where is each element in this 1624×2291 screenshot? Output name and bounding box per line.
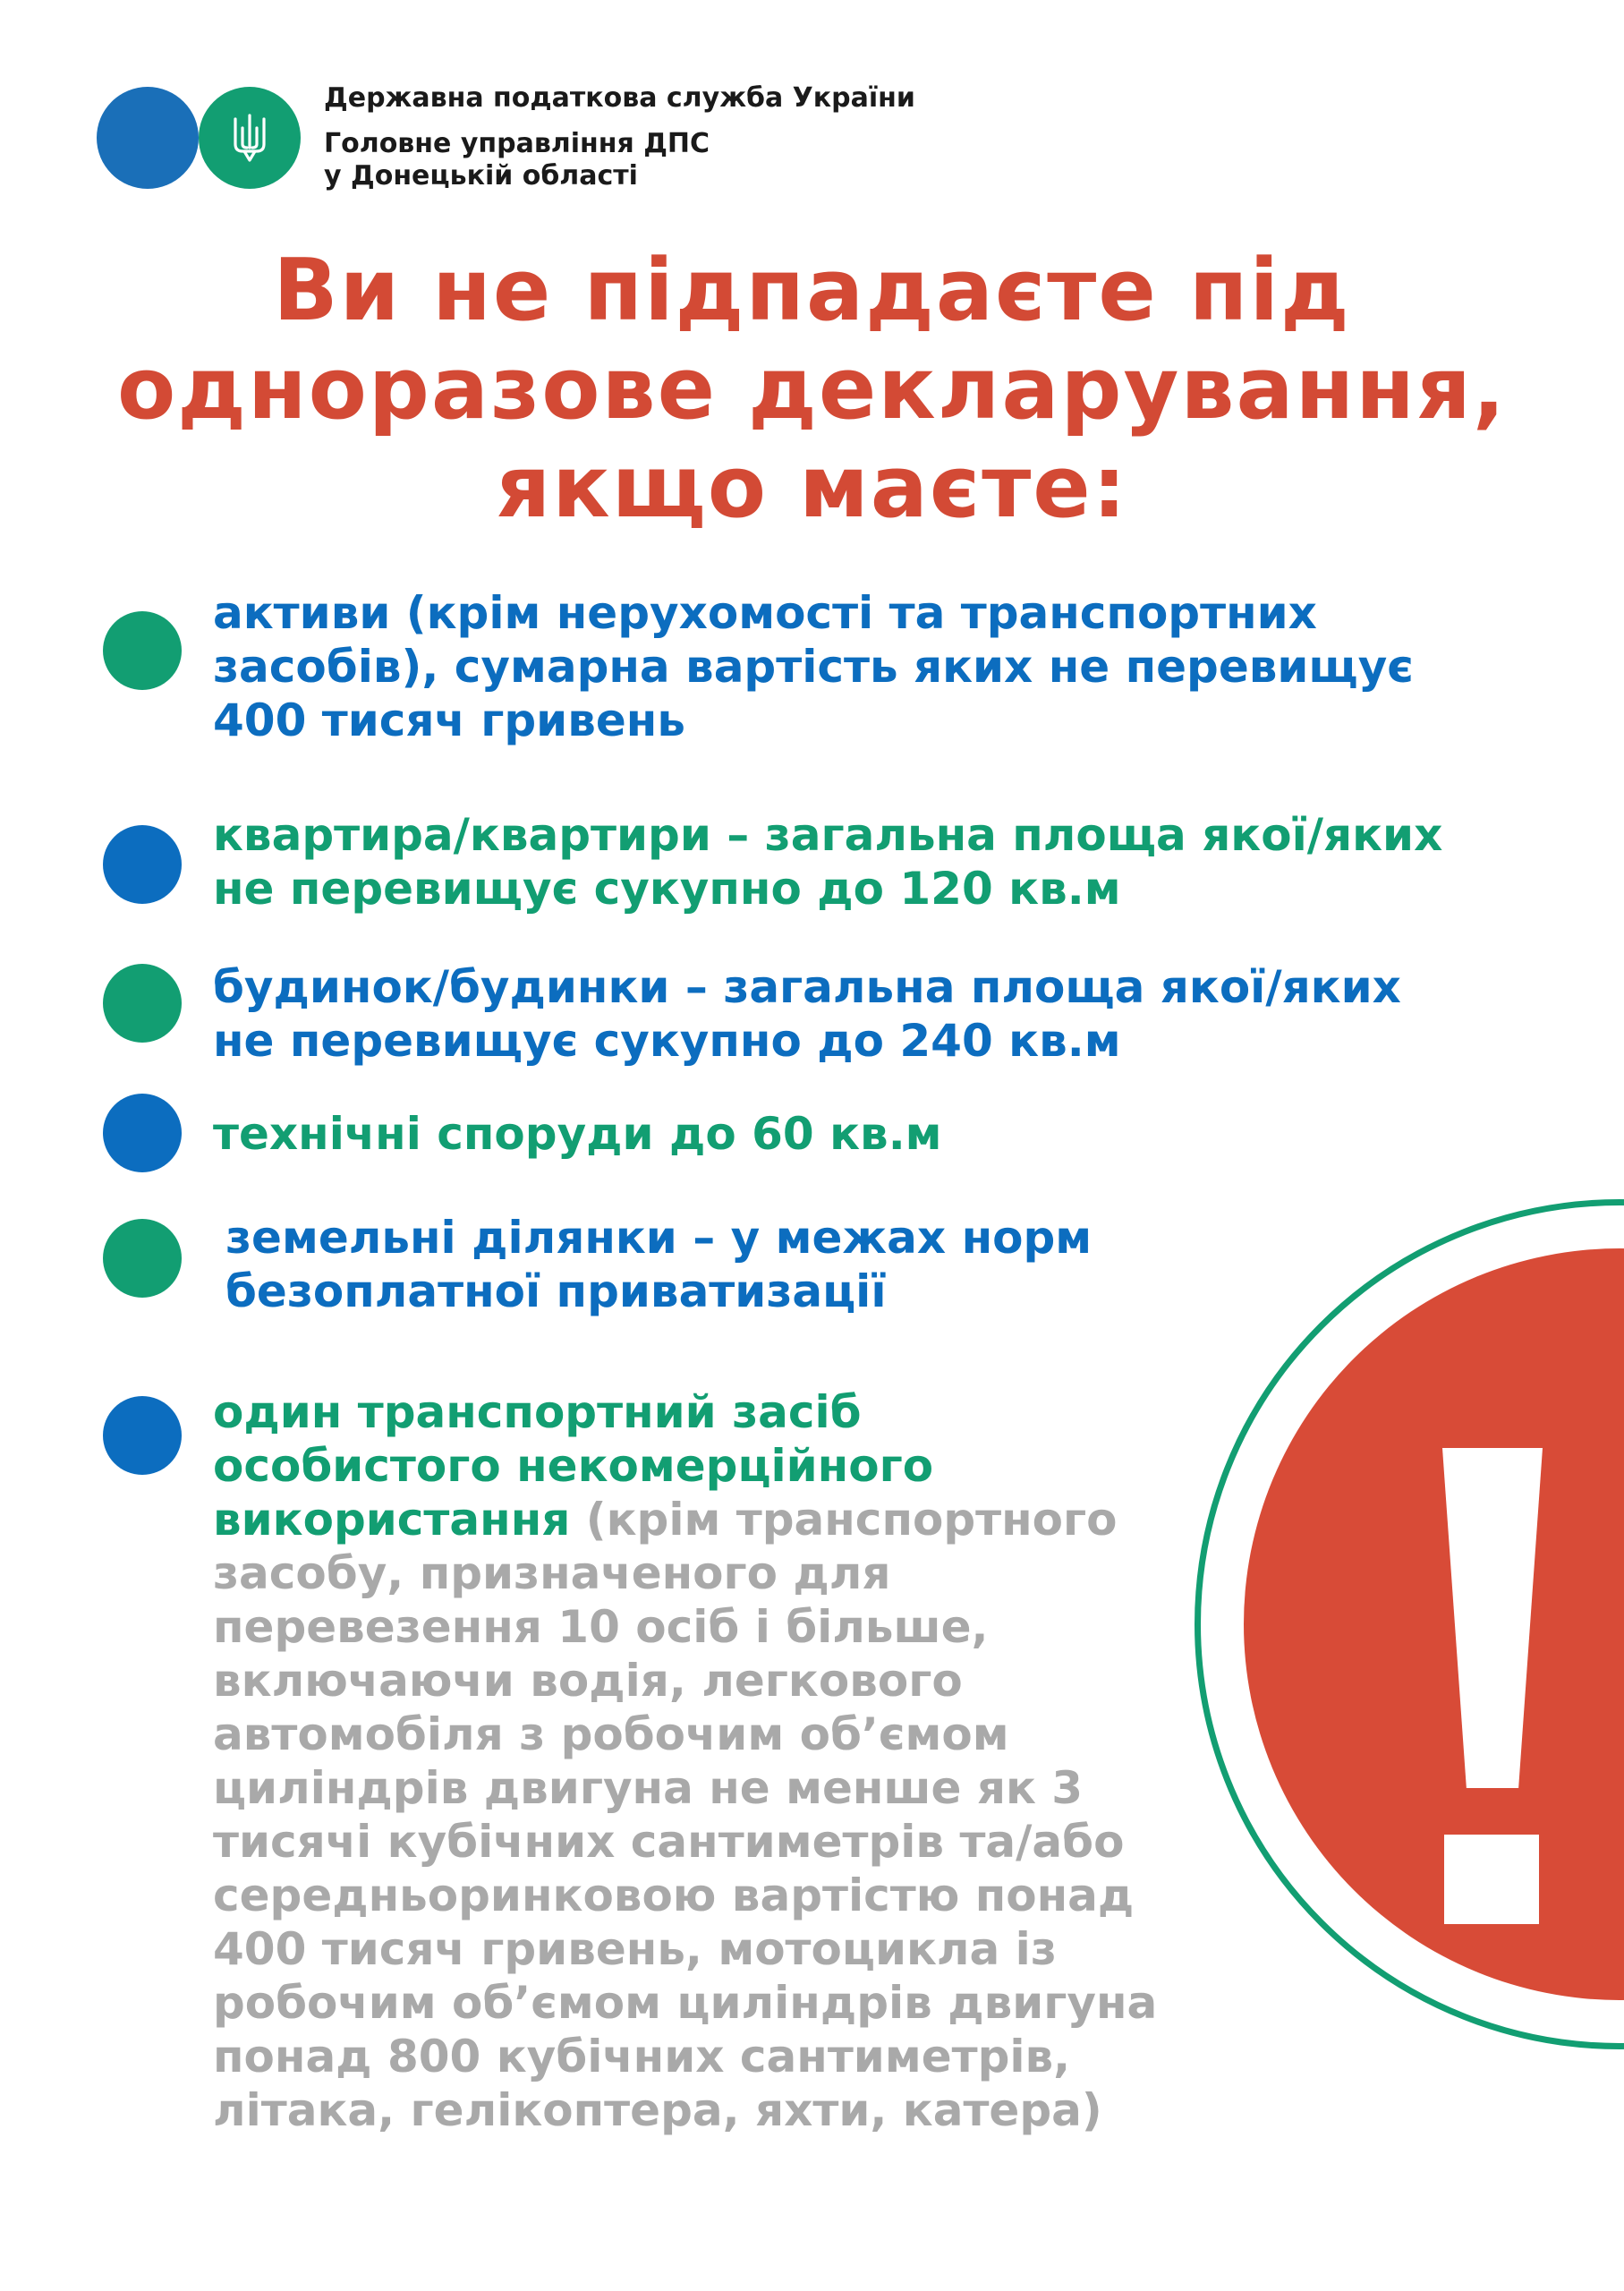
item-line: особистого некомерційного	[213, 1440, 934, 1492]
note-line: автомобіля з робочим об’ємом	[213, 1708, 1009, 1760]
item-line: засобів), сумарна вартість яких не перевищує	[213, 641, 1414, 693]
item-line: активи (крім нерухомості та транспортних	[213, 587, 1317, 639]
note-line: засобу, призначеного для	[213, 1547, 891, 1599]
exclamation-dot	[1444, 1835, 1539, 1924]
item-line: безоплатної приватизації	[225, 1265, 887, 1317]
item-line: використання	[213, 1494, 571, 1546]
item-assets	[213, 586, 1414, 747]
item-line: квартира/квартири – загальна площа якої/яких	[213, 809, 1443, 861]
logo-green-circle	[199, 87, 301, 189]
item-line: технічні споруди до 60 кв.м	[213, 1108, 942, 1160]
note-line: 400 тисяч гривень, мотоцикла із	[213, 1923, 1057, 1975]
note-line: літака, гелікоптера, яхти, катера)	[213, 2084, 1102, 2136]
bullet-blue	[103, 1094, 182, 1172]
bullet-blue	[103, 1396, 182, 1475]
department-name: Головне управління ДПС	[324, 128, 710, 159]
tryzub-emblem-icon	[231, 112, 268, 164]
item-line: не перевищує сукупно до 240 кв.м	[213, 1015, 1121, 1067]
department-region: у Донецькій області	[324, 160, 638, 192]
note-line: середньоринковою вартістю понад	[213, 1869, 1135, 1921]
note-line: понад 800 кубічних сантиметрів,	[213, 2031, 1071, 2082]
bullet-green	[103, 964, 182, 1043]
headline-line: Ви не підпадаєте під	[273, 242, 1351, 340]
headline-line: одноразове декларування,	[117, 340, 1507, 439]
item-line: будинок/будинки – загальна площа якої/яких	[213, 961, 1401, 1013]
item-line: земельні ділянки – у межах норм	[225, 1212, 1093, 1264]
item-vehicle	[213, 1385, 1157, 2137]
headline-line: якщо маєте:	[496, 439, 1128, 537]
item-land-plots	[225, 1211, 1092, 1318]
item-technical-structures	[213, 1107, 942, 1161]
logo-blue-circle	[97, 87, 199, 189]
bullet-green	[103, 611, 182, 690]
item-house	[213, 960, 1401, 1068]
agency-name: Державна податкова служба України	[324, 82, 915, 114]
note-line: (крім транспортного	[570, 1494, 1118, 1546]
note-line: включаючи водія, легкового	[213, 1655, 963, 1707]
item-apartment	[213, 808, 1442, 916]
note-line: циліндрів двигуна не менше як 3	[213, 1762, 1084, 1814]
item-line: один транспортний засіб	[213, 1386, 862, 1438]
note-line: тисячі кубічних сантиметрів та/або	[213, 1816, 1125, 1868]
bullet-green	[103, 1219, 182, 1298]
item-line: 400 тисяч гривень	[213, 694, 685, 746]
note-line: перевезення 10 осіб і більше,	[213, 1601, 989, 1653]
bullet-blue	[103, 825, 182, 904]
item-line: не перевищує сукупно до 120 кв.м	[213, 863, 1121, 915]
headline	[0, 242, 1624, 537]
note-line: робочим об’ємом циліндрів двигуна	[213, 1977, 1158, 2029]
